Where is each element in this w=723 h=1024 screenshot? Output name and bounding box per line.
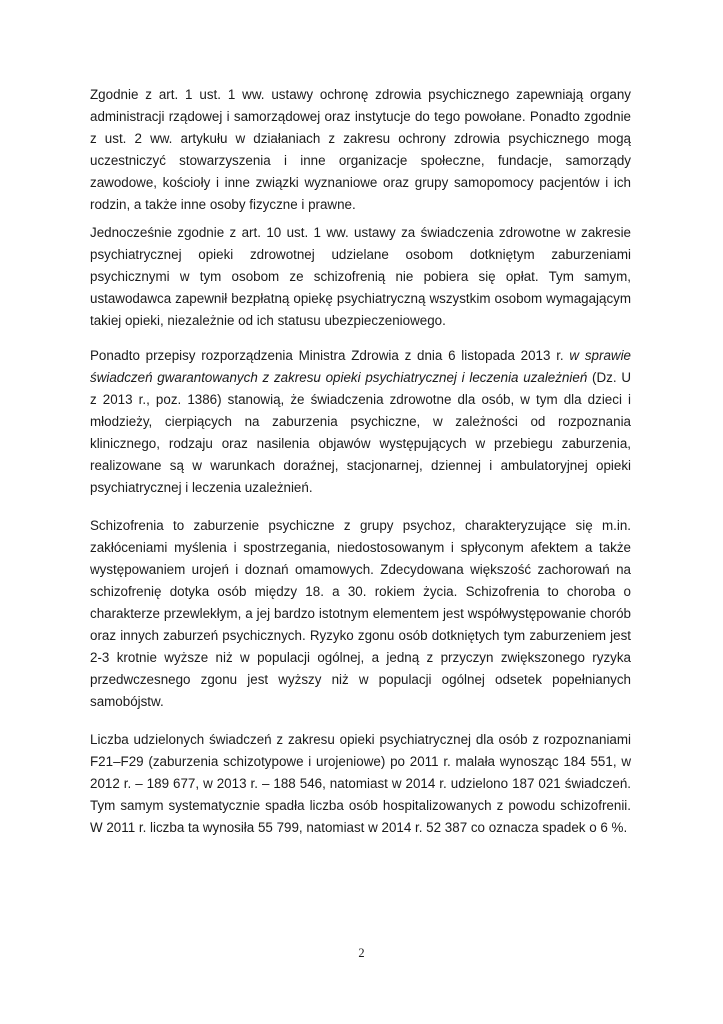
page-number: 2 [358, 946, 365, 960]
paragraph-3-rest: (Dz. U z 2013 r., poz. 1386) stanowią, że świadczenia zdrowotne dla osób, w tym dla dzieci i młodzieży, cierpiących na zaburzenia psychiczne, w zależności od rozpoznania klinicznego, rodzaju oraz nasilenia objawów występujących w przebiegu zaburzenia, realizowane są w warunkach doraźnej, stacjonarnej, dziennej i ambulatoryjnej opieki psychiatrycznej i leczenia uzależnień. [90, 370, 632, 495]
paragraph-1: Zgodnie z art. 1 ust. 1 ww. ustawy ochronę zdrowia psychicznego zapewniają organy administracji rządowej i samorządowej oraz instytucje do tego powołane. Ponadto zgodnie z ust. 2 ww. artykułu w działaniach z zakresu ochrony zdrowia psychicznego mogą uczestniczyć stowarzyszenia i inne organizacje społeczne, fundacje, samorządy zawodowe, kościoły i inne związki wyznaniowe oraz grupy samopomocy pacjentów i ich rodzin, a także inne osoby fizyczne i prawne. [90, 87, 631, 212]
paragraph-3 [90, 345, 631, 499]
regulation-title: w sprawie świadczeń gwarantowanych z zakresu opieki psychiatrycznej i leczenia uzależnień [90, 348, 631, 385]
paragraph-5: Liczba udzielonych świadczeń z zakresu opieki psychiatrycznej dla osób z rozpoznaniami F21–F29 (zaburzenia schizotypowe i urojeniowe) po 2011 r. malała wynosząc 184 551, w 2012 r. – 189 677, w 2013 r. – 188 546, natomiast w 2014 r. udzielono 187 021 świadczeń. Tym samym systematycznie spadła liczba osób hospitalizowanych z powodu schizofrenii. W 2011 r. liczba ta wynosiła 55 799, natomiast w 2014 r. 52 387 co oznacza spadek o 6 %. [90, 732, 631, 835]
paragraph-2: Jednocześnie zgodnie z art. 10 ust. 1 ww. ustawy za świadczenia zdrowotne w zakresie psychiatrycznej opieki zdrowotnej udzielane osobom dotkniętym zaburzeniami psychicznymi w tym osobom ze schizofrenią nie pobiera się opłat. Tym samym, ustawodawca zapewnił bezpłatną opiekę psychiatryczną wszystkim osobom wymagającym takiej opieki, niezależnie od ich statusu ubezpieczeniowego. [90, 225, 631, 328]
paragraph-3-lead: Ponadto przepisy rozporządzenia Ministra Zdrowia z dnia 6 listopada 2013 r. [90, 348, 570, 363]
document-body [90, 84, 631, 839]
paragraph-4: Schizofrenia to zaburzenie psychiczne z grupy psychoz, charakteryzujące się m.in. zakłóceniami myślenia i spostrzegania, niedostosowanym i spłyconym afektem a także występowaniem urojeń i doznań omamowych. Zdecydowana większość zachorowań na schizofrenię dotyka osób między 18. a 30. rokiem życia. Schizofrenia to choroba o charakterze przewlekłym, a jej bardzo istotnym elementem jest współwystępowanie chorób oraz innych zaburzeń psychicznych. Ryzyko zgonu osób dotkniętych tym zaburzeniem jest 2-3 krotnie wyższe niż w populacji ogólnej, a jedną z przyczyn zwiększonego ryzyka przedwczesnego zgonu jest wyższy niż w populacji ogólnej odsetek popełnianych samobójstw. [90, 518, 631, 709]
